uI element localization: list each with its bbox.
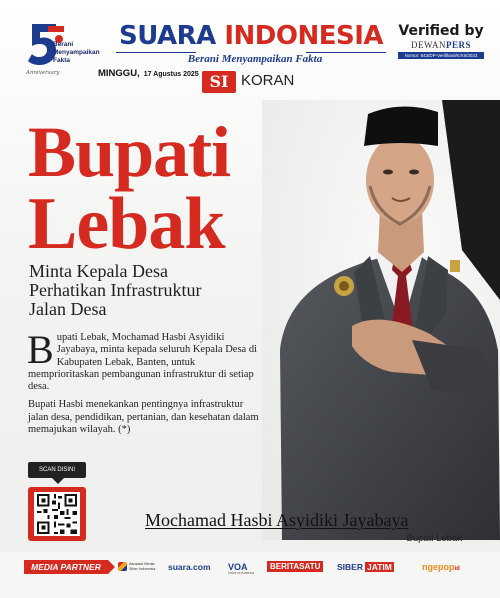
caption-role: Bupati Lebak — [406, 533, 462, 544]
headline-line-2: Lebak — [28, 183, 225, 265]
scan-label: SCAN DISINI — [28, 462, 86, 478]
qr-code-frame[interactable] — [28, 487, 86, 541]
footer-bar — [0, 552, 500, 598]
headline-line-1: Bupati — [28, 112, 231, 192]
day-label: MINGGU, — [98, 68, 140, 79]
article-body — [27, 327, 260, 442]
paragraph-1: Bupati Lebak, Mochamad Hasbi Asyidiki Jayabaya, minta kepada seluruh Kepala Desa di Kabupaten Lebak, Banten, untuk memprioritaskan pembangunan infrastruktur di setiap desa. — [27, 327, 257, 393]
masthead-indonesia: INDONESIA — [224, 21, 384, 51]
scan-pointer — [52, 478, 64, 484]
masthead — [116, 22, 386, 50]
dateline — [98, 68, 199, 79]
partner-voa-sub: Voice of America — [228, 571, 255, 575]
partner-ngepop[interactable]: ngepopid — [422, 562, 460, 572]
verified-label: Verified by — [398, 23, 484, 39]
paragraph-2: Bupati Hasbi menekankan pentingnya infrastruktur jalan desa, pendidikan, pertanian, dan kesehatan dalam memajukan wilayah. (*) — [28, 399, 259, 436]
caption-name: Mochamad Hasbi Asyidiki Jayabaya — [145, 510, 409, 530]
verification-number: Nomor: 843/DP-Verifikasi/K/XII/2023 — [398, 52, 484, 59]
partner-beritasatu[interactable]: BERITASATU — [267, 561, 323, 572]
date-label: 17 Agustus 2025 — [143, 71, 199, 78]
dewan-pers-logo: DEWANPERS — [410, 40, 471, 50]
media-partner-label: MEDIA PARTNER — [24, 560, 108, 574]
subheadline: Minta Kepala Desa Perhatikan Infrastruktur Jalan Desa — [29, 261, 202, 319]
logo-tagline: Berani Menyampaikan Fakta — [53, 41, 100, 64]
partner-voa[interactable]: VOA — [228, 562, 248, 572]
partner-suara[interactable]: suara.com — [168, 562, 211, 572]
qr-code-icon[interactable] — [34, 492, 80, 536]
masthead-tagline: Berani Menyampaikan Fakta — [187, 53, 323, 65]
dropcap: B — [27, 327, 54, 372]
amsi-logo-icon — [118, 562, 127, 571]
partner-amsi[interactable]: Asosiasi Media Siber Indonesia — [118, 560, 159, 574]
section-name: KORAN — [241, 72, 295, 89]
masthead-suara: SUARA — [118, 21, 216, 51]
media-partner-arrow — [108, 560, 115, 574]
partner-siber-jatim[interactable]: SIBER JATIM — [337, 562, 392, 572]
anniversary-text: Anniversary — [26, 70, 60, 76]
official-portrait-image — [262, 100, 500, 540]
section-badge: SI — [202, 71, 236, 93]
